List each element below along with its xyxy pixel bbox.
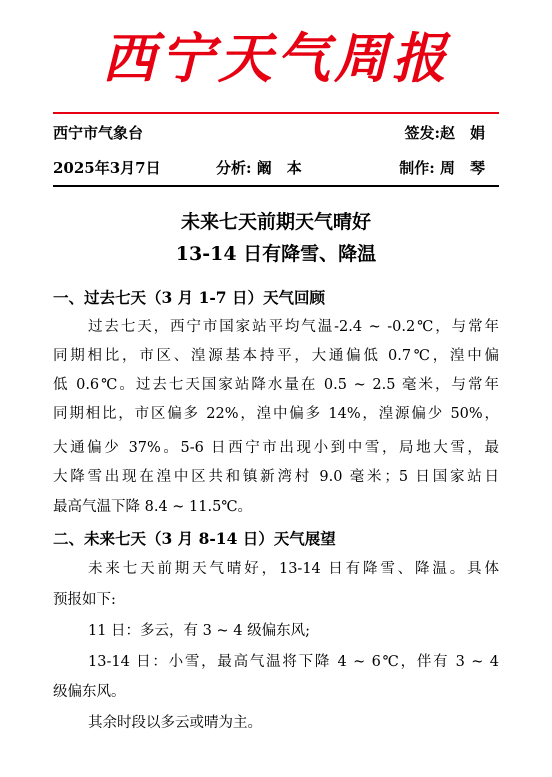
section-1-line: 同期相比，市区、湟源基本持平，大通偏低 0.7℃，湟中偏 [53, 348, 499, 364]
section-2-line: 预报如下: [53, 592, 116, 608]
signer: 签发:赵 娟 [404, 124, 485, 142]
section-1-line: 过去七天，西宁市国家站平均气温-2.4 ~ -0.2℃，与常年 [88, 319, 499, 335]
masthead-title: 西宁天气周报 [102, 26, 450, 90]
section-1-line: 最高气温下降 8.4 ~ 11.5℃。 [53, 499, 253, 515]
agency-name: 西宁市气象台 [53, 124, 144, 142]
section-2-line: 11 日：多云，有 3 ~ 4 级偏东风; [88, 623, 310, 639]
meta-row-top [53, 121, 499, 145]
meta-row-bottom [53, 156, 499, 180]
section-1-line: 同期相比，市区偏多 22%，湟中偏多 14%，湟源偏少 50%， [53, 406, 499, 422]
analyst: 分析: 阚 本 [216, 159, 302, 177]
section-2-heading: 二、未来七天（3 月 8-14 日）天气展望 [53, 529, 336, 548]
headline-line-2: 13-14 日有降雪、降温 [175, 243, 377, 265]
headline-line-1: 未来七天前期天气晴好 [180, 211, 371, 233]
section-1-line: 大降雪出现在湟中区共和镇新湾村 9.0 毫米；5 日国家站日 [53, 469, 499, 485]
section-1-line: 低 0.6℃。过去七天国家站降水量在 0.5 ~ 2.5 毫米，与常年 [53, 377, 499, 393]
section-2-line: 级偏东风。 [53, 684, 126, 700]
issue-date: 2025年3月7日 [53, 159, 161, 177]
section-2-line: 未来七天前期天气晴好，13-14 日有降雪、降温。具体 [88, 561, 499, 577]
meta-divider [53, 185, 499, 187]
section-2-line: 13-14 日：小雪，最高气温将下降 4 ~ 6℃，伴有 3 ~ 4 [88, 654, 499, 670]
maker: 制作: 周 琴 [399, 159, 485, 177]
section-1-heading: 一、过去七天（3 月 1-7 日）天气回顾 [53, 288, 325, 307]
section-2-line: 其余时段以多云或晴为主。 [88, 715, 262, 731]
section-1-line: 大通偏少 37%。5-6 日西宁市出现小到中雪，局地大雪，最 [53, 440, 499, 456]
masthead-divider [53, 112, 499, 114]
